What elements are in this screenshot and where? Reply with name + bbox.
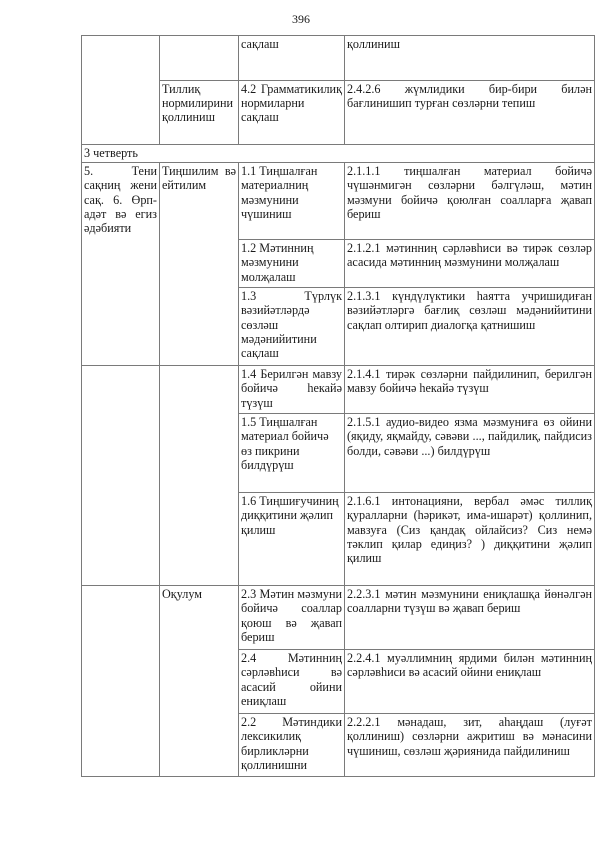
cell-objective: 1.5 Тиңшалған материал бойичә өз пикрини билдүрүш xyxy=(239,414,345,493)
cell-outcome: қоллиниш xyxy=(345,36,595,81)
table-row xyxy=(82,366,595,414)
cell-outcome: 2.2.4.1 муәллимниң ярдими билән мәтинниң сәрләвһиси вә асасий ойини ениқлаш xyxy=(345,650,595,714)
cell-skill: Оқулум xyxy=(160,586,239,777)
cell-section-empty xyxy=(82,36,160,145)
cell-skill: Тиллиқ нормилирини қоллиниш xyxy=(160,81,239,145)
cell-outcome: 2.1.3.1 күндүлүктики һаятта учришидиған вәзийәтләргә бағлиқ сөзләш мәдәнийитини сақлап олтирип диалогқа қатнишиш xyxy=(345,288,595,366)
cell-objective: сақлаш xyxy=(239,36,345,81)
cell-outcome: 2.4.2.6 жүмлидики бир-бири билән бағлинишип турған сөзләрни тепиш xyxy=(345,81,595,145)
cell-section-empty xyxy=(82,366,160,586)
curriculum-table xyxy=(81,35,595,777)
cell-skill xyxy=(160,36,239,81)
quarter-label: 3 четверть xyxy=(82,145,595,163)
cell-objective: 2.2 Мәтиндики лексикилиқ бирликләрни қоллинишни xyxy=(239,714,345,777)
cell-outcome: 2.1.6.1 интонацияни, вербал әмәс тиллиқ қуралларни (һәрикәт, има-ишарәт) қоллинип, мавзуға (Сиз қандақ ойлайсиз? Сиз немә тәклип қилар едиңиз? ) диққитини җәлип қилиш xyxy=(345,493,595,586)
cell-outcome: 2.1.1.1 тиңшалған материал бойичә чүшәнмигән сөзләрни бәлгүләш, мәтин мәзмуни бойичә қоюлған соалларға җавап бериш xyxy=(345,163,595,240)
table-row-quarter xyxy=(82,145,595,163)
cell-objective: 1.6 Тиңшиғучиниң диққитини җәлип қилиш xyxy=(239,493,345,586)
cell-objective: 1.1 Тиңшалған материалниң мәзмунини чүшиниш xyxy=(239,163,345,240)
table-row xyxy=(82,163,595,240)
cell-objective: 1.3 Түрлүк вәзийәтләрдә сөзләш мәдәнийитини сақлаш xyxy=(239,288,345,366)
cell-skill: Тиңшилим вә ейтилим xyxy=(160,163,239,366)
cell-outcome: 2.2.2.1 мәнадаш, зит, аһаңдаш (луғәт қоллиниш) сөзләрни ажритиш вә мәнасини чүшиниш, сөзләш җәриянида пайдилиниш xyxy=(345,714,595,777)
cell-objective: 2.3 Мәтин мәзмуни бойичә соаллар қоюш вә җавап бериш xyxy=(239,586,345,650)
cell-skill-empty xyxy=(160,366,239,586)
cell-outcome: 2.2.3.1 мәтин мәзмунини ениқлашқа йөнәлгән соалларни түзүш вә җавап бериш xyxy=(345,586,595,650)
cell-outcome: 2.1.4.1 тирәк сөзләрни пайдилинип, берилгән мавзу бойичә һекайә түзүш xyxy=(345,366,595,414)
table-row xyxy=(82,586,595,650)
cell-section-themes: 5. Тени сақниң жени сақ. 6. Өрп-адәт вә егиз әдәбияти xyxy=(82,163,160,366)
cell-section-empty xyxy=(82,586,160,777)
cell-objective: 1.2 Мәтинниң мәзмунини молҗалаш xyxy=(239,240,345,288)
cell-outcome: 2.1.2.1 мәтинниң сәрләвһиси вә тирәк сөзләр асасида мәтинниң мәзмунини молҗалаш xyxy=(345,240,595,288)
page-number: 396 xyxy=(292,12,310,26)
cell-objective: 1.4 Берилгән мавзу бойичә һекайә түзүш xyxy=(239,366,345,414)
cell-objective: 4.2 Грамматикилиқ нормиларни сақлаш xyxy=(239,81,345,145)
cell-outcome: 2.1.5.1 аудио-видео язма мәзмуниға өз ойини (яқиду, яқмайду, сәвәви ..., пайдилиқ, пайдисиз болди, сәвәви ...) билдүрүш xyxy=(345,414,595,493)
cell-objective: 2.4 Мәтинниң сәрләвһиси вә асасий ойини ениқлаш xyxy=(239,650,345,714)
table-row xyxy=(82,36,595,81)
